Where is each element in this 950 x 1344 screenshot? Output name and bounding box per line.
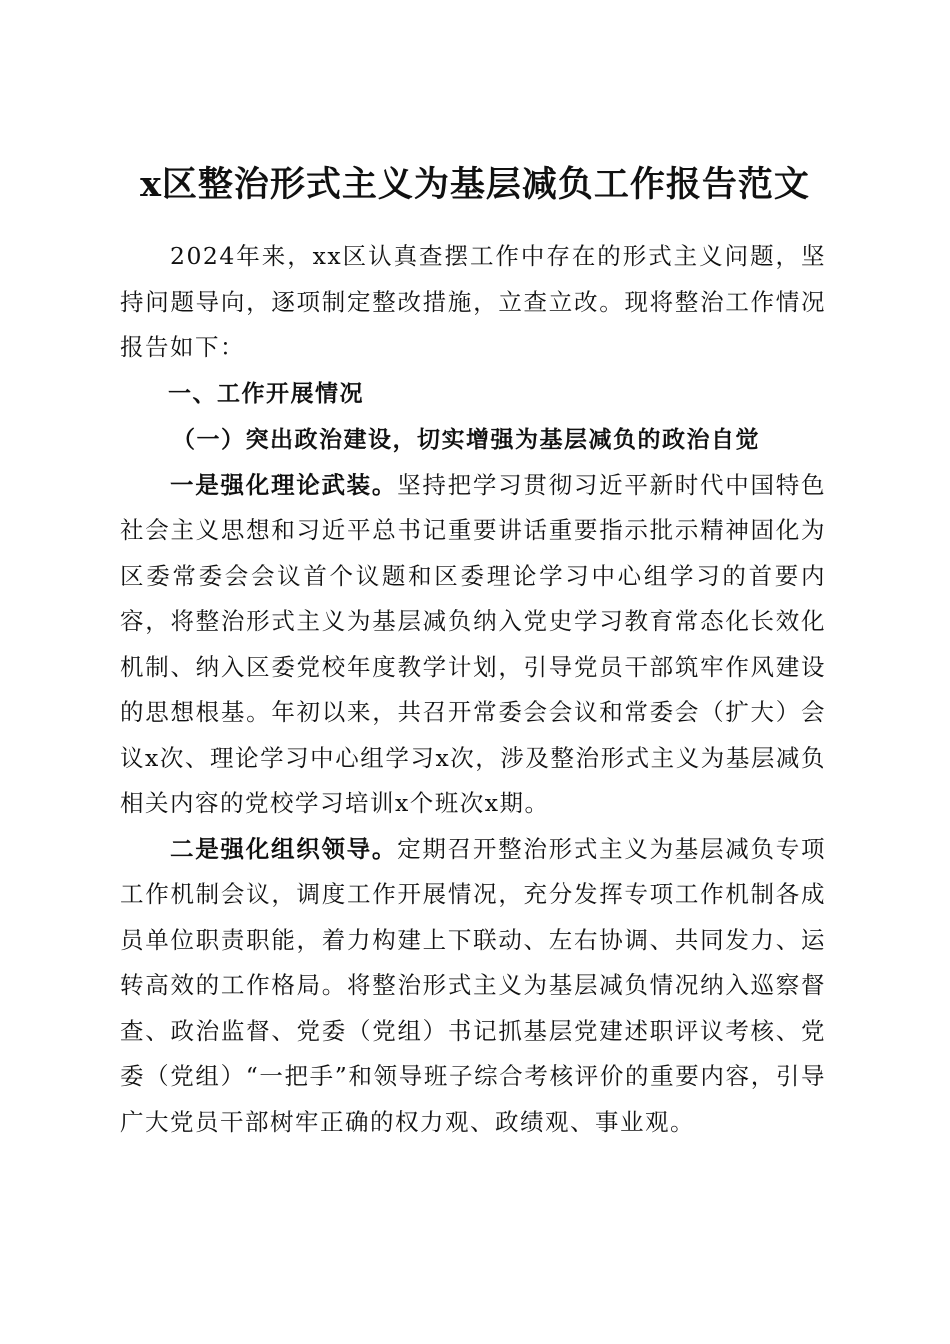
paragraph-lead: 一是强化理论武装。 xyxy=(170,470,398,499)
subsection-heading: （一）突出政治建设，切实增强为基层减负的政治自觉 xyxy=(172,425,760,453)
paragraph-lead: 二是强化组织领导。 xyxy=(170,834,398,863)
document-body xyxy=(120,234,826,1145)
paragraph-text: 坚持把学习贯彻习近平新时代中国特色社会主义思想和习近平总书记重要讲话重要指示批示精神固化为区委常委会会议首个议题和区委理论学习中心组学习的首要内容，将整治形式主义为基层减负纳入党史学习教育常态化长效化机制、纳入区委党校年度教学计划，引导党员干部筑牢作风建设的思想根基。年初以来，共召开常委会会议和常委会（扩大）会议x次、理论学习中心组学习x次，涉及整治形式主义为基层减负相关内容的党校学习培训x个班次x期。 xyxy=(120,470,827,817)
paragraph-text: 定期召开整治形式主义为基层减负专项工作机制会议，调度工作开展情况，充分发挥专项工作机制各成员单位职责职能，着力构建上下联动、左右协调、共同发力、运转高效的工作格局。将整治形式主义为基层减负情况纳入巡察督查、政治监督、党委（党组）书记抓基层党建述职评议考核、党委（党组）“一把手”和领导班子综合考核评价的重要内容，引导广大党员干部树牢正确的权力观、政绩观、事业观。 xyxy=(120,834,827,1136)
intro-paragraph: 2024年来，xx区认真查摆工作中存在的形式主义问题，坚持问题导向，逐项制定整改措施，立查立改。现将整治工作情况报告如下： xyxy=(120,242,826,361)
paragraph-organization xyxy=(120,827,826,1146)
paragraph-theory-study xyxy=(120,463,826,827)
section-heading: 一、工作开展情况 xyxy=(168,380,364,407)
document-title: x区整治形式主义为基层减负工作报告范文 xyxy=(140,164,810,206)
